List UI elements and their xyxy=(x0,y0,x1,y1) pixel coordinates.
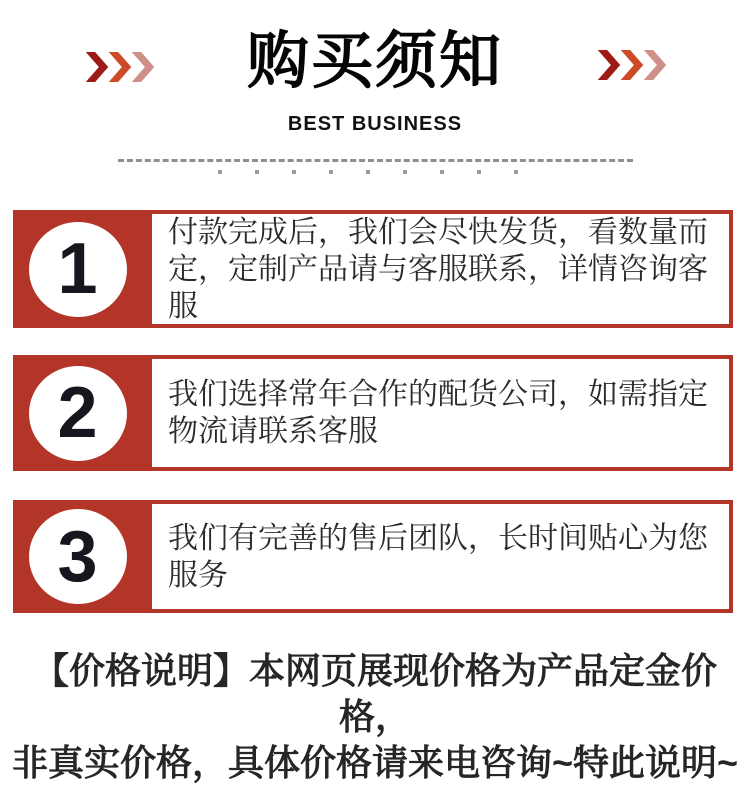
notice-number-badge: 2 xyxy=(29,366,127,461)
page-subtitle: BEST BUSINESS xyxy=(287,113,463,135)
dot xyxy=(292,170,296,174)
notice-list xyxy=(13,210,733,613)
notice-item-2 xyxy=(13,355,733,471)
notice-number-panel xyxy=(17,214,152,324)
notice-text: 我们选择常年合作的配货公司，如需指定物流请联系客服 xyxy=(168,378,708,448)
notice-number-badge: 1 xyxy=(29,222,127,317)
dot xyxy=(218,170,222,174)
price-disclaimer xyxy=(0,648,750,786)
notice-number-panel xyxy=(17,504,152,609)
page-title: 购买须知 xyxy=(246,27,503,96)
chevron-right-icon xyxy=(620,50,644,80)
right-triple-chevron-icon xyxy=(597,50,666,80)
dot xyxy=(329,170,333,174)
dot xyxy=(440,170,444,174)
dots-row xyxy=(218,170,518,174)
notice-number-badge: 3 xyxy=(29,509,127,604)
notice-item-3 xyxy=(13,500,733,613)
chevron-right-icon xyxy=(597,50,621,80)
price-disclaimer-line-2: 非真实价格，具体价格请来电咨询~特此说明~ xyxy=(11,742,739,783)
notice-text: 我们有完善的售后团队，长时间贴心为您服务 xyxy=(168,521,708,592)
chevron-right-icon xyxy=(643,50,667,80)
price-disclaimer-line-1: 【价格说明】本网页展现价格为产品定金价格， xyxy=(32,650,717,737)
dashed-divider xyxy=(118,159,633,162)
dot xyxy=(514,170,518,174)
notice-number-panel xyxy=(17,359,152,467)
dot xyxy=(403,170,407,174)
notice-text: 付款完成后，我们会尽快发货，看数量而定，定制产品请与客服联系，详情咨询客服 xyxy=(168,215,708,323)
dot xyxy=(255,170,259,174)
notice-item-1 xyxy=(13,210,733,328)
dot xyxy=(477,170,481,174)
dot xyxy=(366,170,370,174)
